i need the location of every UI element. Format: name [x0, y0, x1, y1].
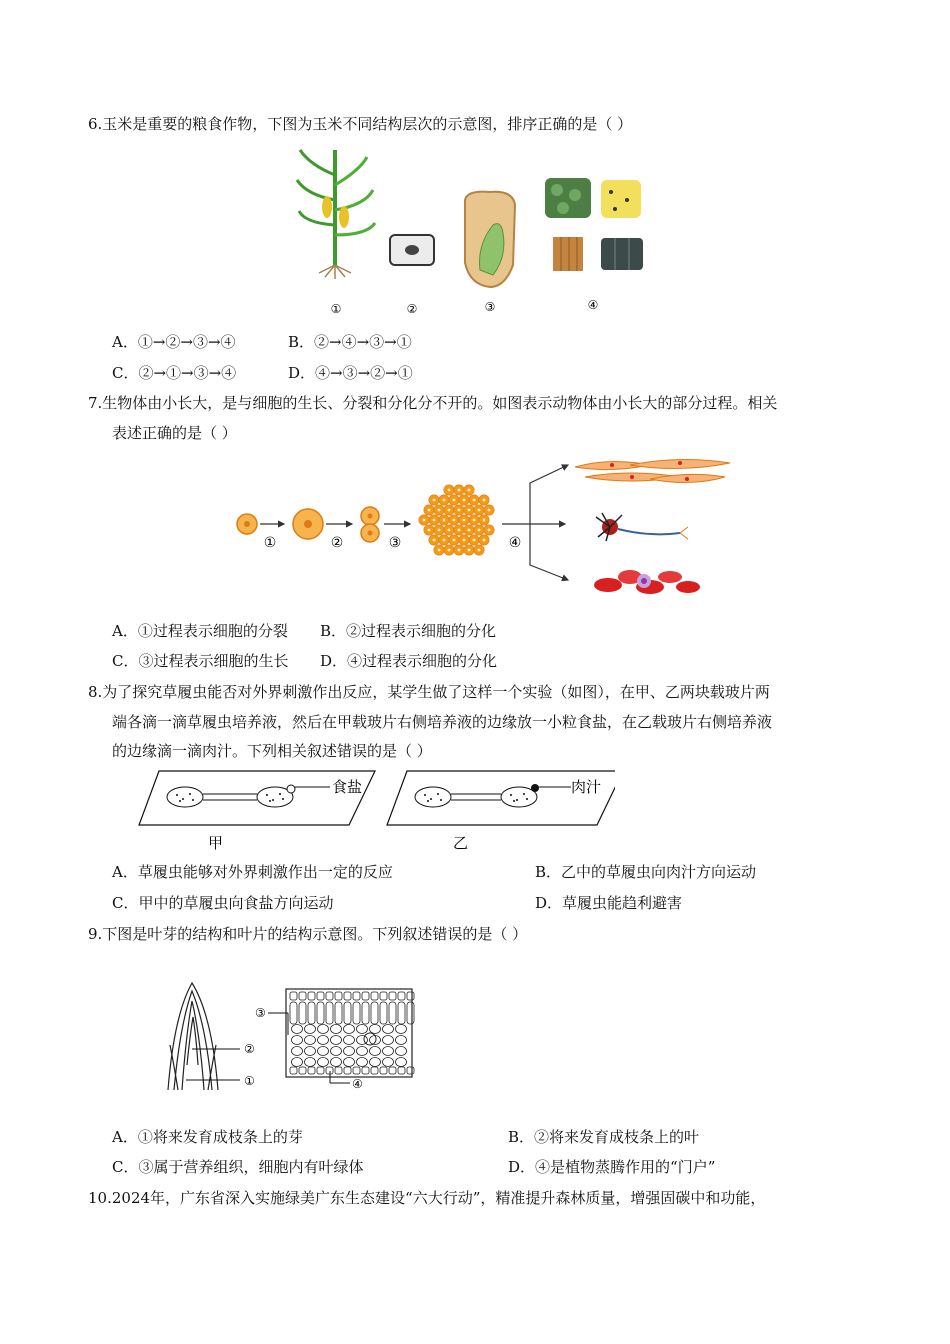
q9-fig-label-2: ② [244, 1042, 255, 1056]
leaf-cross-section-image [286, 989, 414, 1077]
q9-option-c[interactable]: C．③属于营养组织，细胞内有叶绿体 [112, 1158, 364, 1176]
q8-figure [135, 765, 615, 855]
leaf-bud-image [168, 983, 218, 1090]
q6-fig-label-3: ③ [484, 300, 496, 314]
q7-fig-label-1: ① [263, 535, 277, 551]
q10-stem: 10.2024年，广东省深入实施绿美广东生态建设“六大行动”，精准提升森林质量，增强固碳中和功能， [88, 1189, 766, 1207]
q6-fig-label-4: ④ [587, 298, 599, 312]
q7-option-b[interactable]: B．②过程表示细胞的分化 [320, 622, 497, 640]
q9-fig-label-4: ④ [352, 1077, 363, 1091]
q9-stem: 9.下图是叶芽的结构和叶片的结构示意图。下列叙述错误的是（ ） [88, 925, 528, 943]
q8-stem-line2: 端各滴一滴草履虫培养液，然后在甲载玻片右侧培养液的边缘放一小粒食盐，在乙载玻片右侧培养液 [112, 713, 773, 731]
q7-fig-label-2: ② [330, 535, 344, 551]
cell-mass-image [419, 485, 494, 555]
q7-option-a[interactable]: A．①过程表示细胞的分裂 [112, 622, 288, 640]
single-cell-image [237, 514, 257, 534]
q7-fig-label-4: ④ [508, 535, 522, 551]
q6-option-c[interactable]: C．②→①→③→④ [112, 364, 237, 382]
muscle-cells-image [575, 459, 730, 482]
q9-fig-label-1: ① [244, 1074, 255, 1088]
meat-juice-drop [531, 784, 539, 792]
q7-stem-line2: 表述正确的是（ ） [112, 424, 237, 442]
q6-option-a[interactable]: A．①→②→③→④ [112, 333, 236, 351]
q7-option-d[interactable]: D．④过程表示细胞的分化 [320, 652, 498, 670]
q6-fig-label-1: ① [330, 302, 342, 316]
q8-option-a[interactable]: A．草履虫能够对外界刺激作出一定的反应 [112, 863, 393, 881]
dividing-cells-image [361, 507, 379, 542]
grown-cell-image [293, 509, 323, 539]
meat-juice-label: 肉汁 [571, 778, 602, 796]
q8-option-c[interactable]: C．甲中的草履虫向食盐方向运动 [112, 894, 334, 912]
q8-stem-line1: 8.为了探究草履虫能否对外界刺激作出反应，某学生做了这样一个实验（如图），在甲、乙两块载玻片两 [88, 683, 770, 701]
q7-option-c[interactable]: C．③过程表示细胞的生长 [112, 652, 289, 670]
q8-stem-line3: 的边缘滴一滴肉汁。下列相关叙述错误的是（ ） [112, 742, 432, 760]
slide-yi-label: 乙 [453, 834, 469, 852]
q7-stem-line1: 7.生物体由小长大，是与细胞的生长、分裂和分化分不开的。如图表示动物体由小长大的部分过程。相关 [88, 394, 778, 412]
corn-plant-image [297, 150, 375, 279]
q6-option-d[interactable]: D．④→③→②→① [288, 364, 413, 382]
q6-option-b[interactable]: B．②→④→③→① [288, 333, 412, 351]
plant-tissues-image [545, 178, 643, 271]
q8-option-d[interactable]: D．草履虫能趋利避害 [535, 894, 683, 912]
corn-seed-image [465, 192, 515, 287]
q8-option-b[interactable]: B．乙中的草履虫向肉汁方向运动 [535, 863, 757, 881]
q9-option-a[interactable]: A．①将来发育成枝条上的芽 [112, 1128, 303, 1146]
q9-fig-label-3: ③ [255, 1006, 266, 1020]
blood-cells-image [594, 570, 700, 594]
q6-figure [295, 145, 655, 320]
q6-stem: 6.玉米是重要的粮食作物，下图为玉米不同结构层次的示意图，排序正确的是（ ） [88, 115, 633, 133]
q6-fig-label-2: ② [406, 302, 418, 316]
salt-grain [287, 785, 295, 793]
q9-figure [160, 975, 420, 1100]
q9-option-d[interactable]: D．④是植物蒸腾作用的“门户” [508, 1158, 716, 1176]
q7-figure [230, 455, 740, 605]
slide-jia-label: 甲 [208, 834, 224, 852]
salt-label: 食盐 [332, 778, 363, 796]
neuron-image [596, 513, 688, 541]
q7-fig-label-3: ③ [388, 535, 402, 551]
plant-cell-image [390, 235, 434, 265]
q9-option-b[interactable]: B．②将来发育成枝条上的叶 [508, 1128, 700, 1146]
